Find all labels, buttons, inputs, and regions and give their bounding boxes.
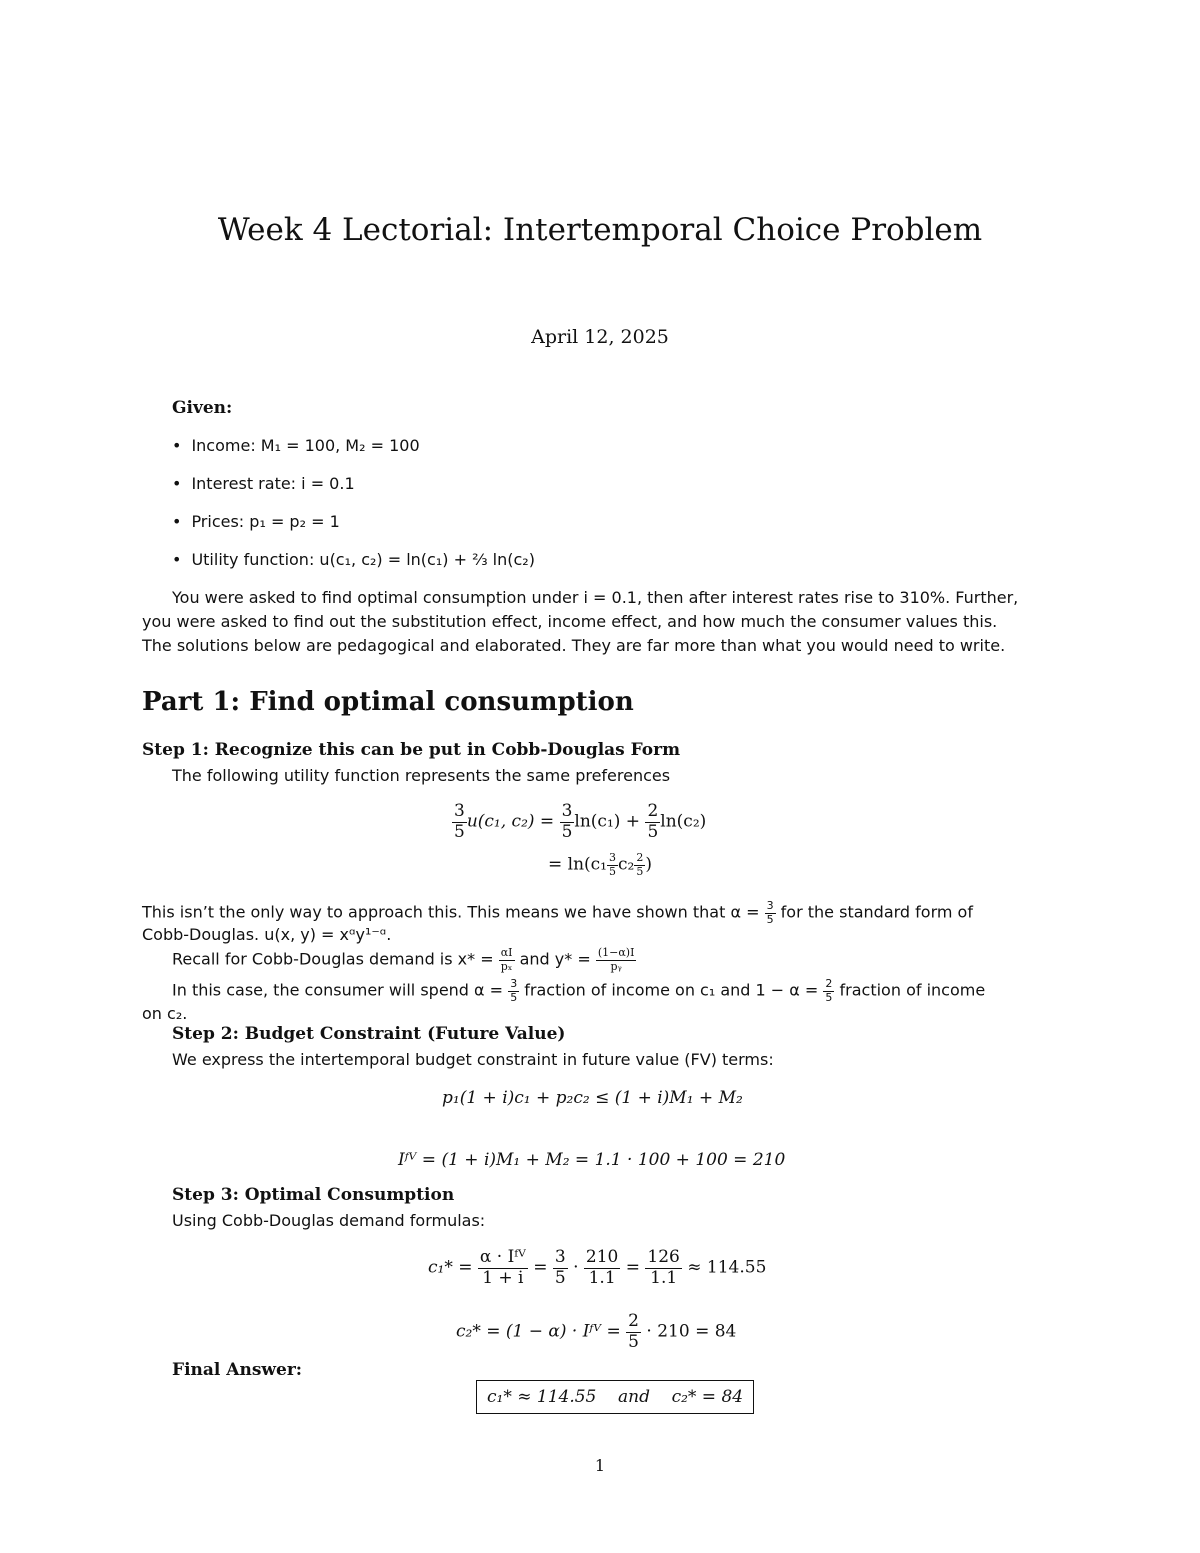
c1-optimal-equation: c₁* = $\frac{\text{α · Iᶠⱽ}}{1 + i}$ = $\frac{3}{5}$ · $\frac{210}{1.1}$ = $\frac{126}{1.1}$ ≈ 114.55 [428,1247,767,1288]
fraction-alpha-income: $\frac{\text{α · Iᶠⱽ}}{1 + i}$ [479,1247,526,1288]
step1-equation-2: = ln(c₁ $\frac{3}{5}$ c₂ $\frac{2}{5}$ ) [548,851,652,878]
fraction-two-fifths: $\frac{2}{5}$ [628,1311,639,1352]
future-value-income-equation: Iᶠⱽ = (1 + i)M₁ + M₂ = 1.1 · 100 + 100 = 210 [398,1150,786,1170]
given-item-prices: • Prices: p₁ = p₂ = 1 [172,512,340,531]
fraction-three-fifths: $\frac{3}{5}$ [766,899,774,926]
fraction-210-over-1.1: $\frac{210}{1.1}$ [585,1247,619,1288]
step1-case-line-1: In this case, the consumer will spend α = $\frac{3}{5}$ fraction of income on c₁ and 1 − α = $\frac{2}{5}$ fraction of income [172,977,986,1004]
given-heading: Given: [172,398,233,418]
step3-heading: Step 3: Optimal Consumption [172,1185,455,1205]
given-item-utility: • Utility function: u(c₁, c₂) = ln(c₁) + ⅔ ln(c₂) [172,550,535,569]
budget-constraint-equation: p₁(1 + i)c₁ + p₂c₂ ≤ (1 + i)M₁ + M₂ [442,1088,743,1108]
page-title: Week 4 Lectorial: Intertemporal Choice Problem [217,212,983,248]
step1-equation-1: $\frac{3}{5}$ u(c₁, c₂) = $\frac{3}{5}$ ln(c₁) + $\frac{2}{5}$ ln(c₂) [454,801,707,842]
fraction-demand-x: $\frac{\alpha I}{\text{pₓ}}$ [500,946,513,973]
intro-line-2: you were asked to find out the substitution effect, income effect, and how much the consumer values this. [142,612,998,631]
part1-heading: Part 1: Find optimal consumption [142,687,634,717]
fraction-demand-y: $\frac{(1-\alpha)I}{\text{pᵧ}}$ [597,946,635,973]
intro-line-3: The solutions below are pedagogical and elaborated. They are far more than what you would need to write. [142,636,1006,655]
step1-case-line-2: on c₂. [142,1004,188,1023]
final-answer-box: c₁* ≈ 114.55 and c₂* = 84 [476,1380,754,1414]
c2-optimal-equation: c₂* = (1 − α) · Iᶠⱽ = $\frac{2}{5}$ · 210 = 84 [456,1311,737,1352]
exponent-three-fifths: $\frac{3}{5}$ [609,851,617,878]
fraction-three-fifths: $\frac{3}{5}$ [454,801,465,842]
document-date: April 12, 2025 [531,326,669,348]
given-item-income: • Income: M₁ = 100, M₂ = 100 [172,436,420,455]
step2-text: We express the intertemporal budget constraint in future value (FV) terms: [172,1050,774,1069]
step1-recall: Recall for Cobb-Douglas demand is x* = $\frac{\alpha I}{\text{pₓ}}$ and y* = $\frac{(1-\alpha)I}{\text{pᵧ}}$ [172,946,635,973]
page-number: 1 [594,1456,606,1475]
step1-heading: Step 1: Recognize this can be put in Cobb-Douglas Form [142,740,681,760]
step1-text: The following utility function represents the same preferences [172,766,671,785]
step2-heading: Step 2: Budget Constraint (Future Value) [172,1024,566,1044]
step1-note-line-2: Cobb-Douglas. u(x, y) = xᵅy¹⁻ᵅ. [142,925,392,944]
fraction-two-fifths: $\frac{2}{5}$ [825,977,833,1004]
fraction-two-fifths: $\frac{2}{5}$ [647,801,659,842]
fraction-126-over-1.1: $\frac{126}{1.1}$ [647,1247,680,1288]
step3-text: Using Cobb-Douglas demand formulas: [172,1211,486,1230]
fraction-three-fifths: $\frac{3}{5}$ [554,1247,566,1288]
step1-note-line-1: This isn’t the only way to approach this. This means we have shown that α = $\frac{3}{5}$ for the standard form of [142,899,973,926]
fraction-three-fifths: $\frac{3}{5}$ [510,977,518,1004]
given-item-interest-rate: • Interest rate: i = 0.1 [172,474,355,493]
final-answer-heading: Final Answer: [172,1360,303,1380]
exponent-two-fifths: $\frac{2}{5}$ [636,851,644,878]
intro-line-1: You were asked to find optimal consumption under i = 0.1, then after interest rates rise to 310%. Further, [172,588,1019,607]
fraction-three-fifths: $\frac{3}{5}$ [561,801,573,842]
